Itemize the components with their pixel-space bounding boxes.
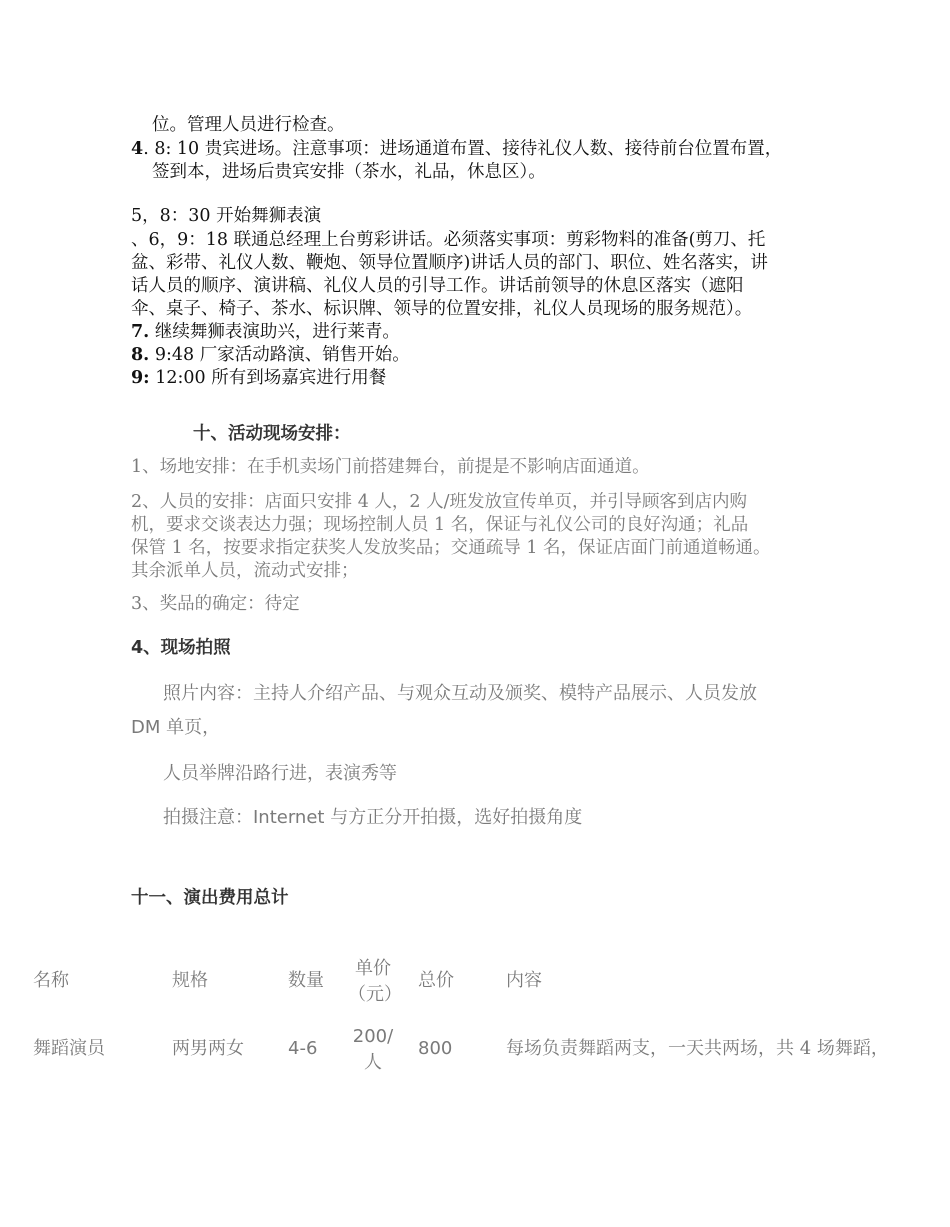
schedule-item-9: [131, 366, 386, 390]
item-text: 9:48 厂家活动路演、销售开始。: [149, 345, 410, 365]
schedule-item-6-line2: 盆、彩带、礼仪人数、鞭炮、领导位置顺序)讲话人员的部门、职位、姓名落实，讲: [131, 253, 768, 273]
table-header-spec: 规格: [172, 970, 208, 991]
section-heading-11: 十一、演出费用总计: [131, 888, 289, 908]
table-cell-qty: 4-6: [288, 1038, 318, 1059]
schedule-item-8: [131, 343, 410, 367]
arrangement-staff-line2: 机，要求交谈表达力强；现场控制人员 1 名，保证与礼仪公司的良好沟通；礼品: [131, 515, 749, 535]
schedule-item-6-line1: 、6，9：18 联通总经理上台剪彩讲话。必须落实事项：剪彩物料的准备(剪刀、托: [131, 230, 766, 250]
item-number: 7.: [131, 322, 150, 342]
item-number: 4: [131, 139, 144, 159]
table-cell-unit-price: 200/人: [352, 1026, 394, 1073]
table-header-qty: 数量: [288, 970, 324, 991]
photo-people-line: 人员举牌沿路行进，表演秀等: [163, 763, 397, 784]
section-heading-10: 十、活动现场安排：: [193, 424, 351, 444]
schedule-item-6-line4: 伞、桌子、椅子、茶水、标识牌、领导的位置安排，礼仪人员现场的服务规范）。: [131, 299, 753, 319]
schedule-item-5: 5，8：30 开始舞狮表演: [131, 206, 322, 226]
table-cell-name: 舞蹈演员: [33, 1038, 105, 1059]
schedule-item-7: [131, 320, 400, 344]
schedule-item-4-cont: 签到本，进场后贵宾安排（茶水，礼品，休息区）。: [152, 162, 546, 182]
item-text: . 8: 10 贵宾进场。注意事项：进场通道布置、接待礼仪人数、接待前台位置布置，: [143, 139, 783, 159]
arrangement-venue: 1、场地安排：在手机卖场门前搭建舞台，前提是不影响店面通道。: [131, 457, 650, 477]
item-number: 8.: [131, 345, 150, 365]
arrangement-staff-line1: 2、人员的安排：店面只安排 4 人，2 人/班发放宣传单页，并引导顾客到店内购: [131, 492, 747, 512]
cost-table: [0, 950, 950, 1100]
table-cell-spec: 两男两女: [172, 1038, 244, 1059]
photo-notes-line: 拍摄注意：Internet 与方正分开拍摄，选好拍摄角度: [163, 807, 583, 828]
arrangement-staff-line3: 保管 1 名，按要求指定获奖人发放奖品；交通疏导 1 名，保证店面门前通道畅通。: [131, 538, 771, 558]
schedule-item-6-line3: 话人员的顺序、演讲稿、礼仪人员的引导工作。讲话前领导的休息区落实（遮阳: [131, 276, 744, 296]
table-cell-total: 800: [418, 1038, 453, 1059]
item-number: 9:: [131, 368, 150, 388]
table-header-content: 内容: [506, 970, 542, 991]
paragraph-continuation: 位。管理人员进行检查。: [152, 115, 345, 135]
item-text: 继续舞狮表演助兴，进行莱青。: [149, 322, 400, 342]
arrangement-prizes: 3、奖品的确定：待定: [131, 594, 300, 614]
table-header-name: 名称: [33, 970, 69, 991]
arrangement-staff-line4: 其余派单人员，流动式安排；: [131, 561, 359, 581]
photo-content-line2: DM 单页，: [131, 717, 221, 738]
table-header-total: 总价: [418, 970, 454, 991]
item-text: 12:00 所有到场嘉宾进行用餐: [149, 368, 387, 388]
section-heading-photo: 4、现场拍照: [131, 638, 231, 658]
schedule-item-4: [131, 137, 782, 161]
table-header-unit-price: 单价（元）: [348, 958, 402, 1005]
table-cell-content: 每场负责舞蹈两支，一天共两场，共 4 场舞蹈，: [506, 1038, 889, 1059]
photo-content-line1: 照片内容：主持人介绍产品、与观众互动及颁奖、模特产品展示、人员发放: [163, 683, 757, 704]
